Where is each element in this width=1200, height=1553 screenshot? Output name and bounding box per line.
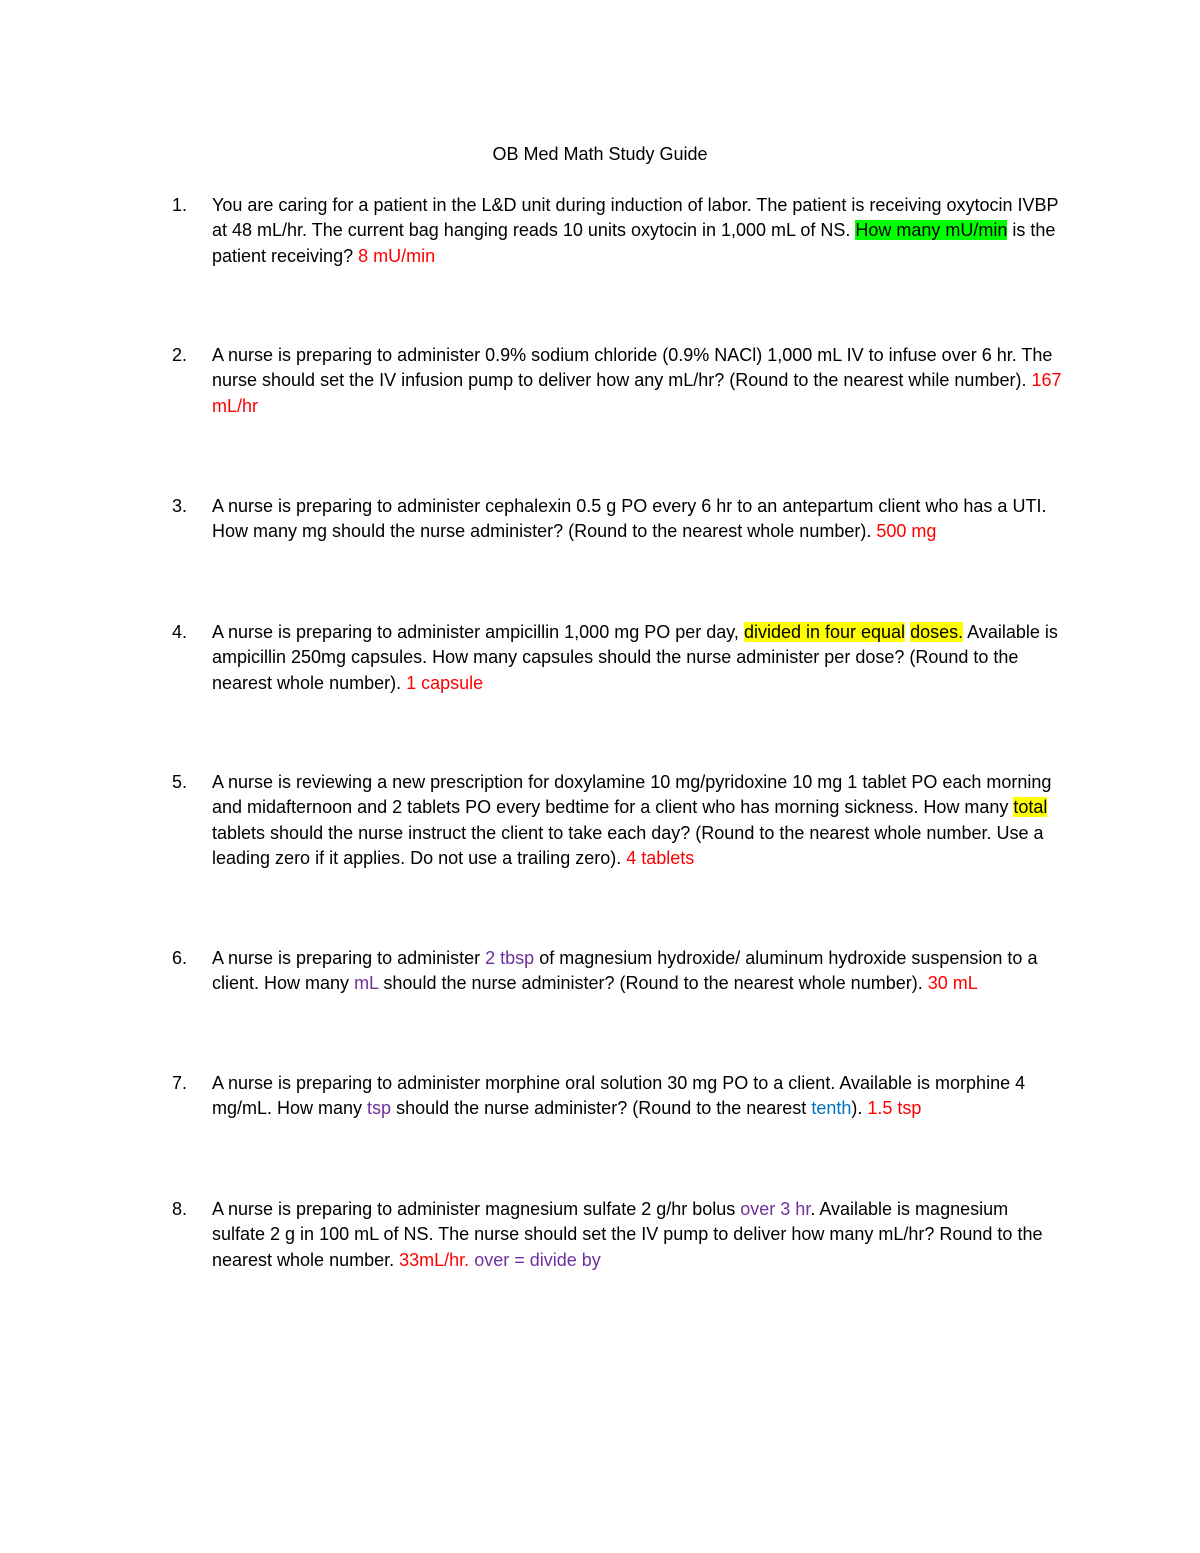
answer-text: 30 mL	[927, 973, 978, 994]
question-number: 7.	[172, 1073, 188, 1093]
answer-text: 1.5 tsp	[867, 1098, 922, 1119]
question-segment: of magnesium hydroxide/ aluminum hydroxide suspension to a client. How many	[212, 948, 1038, 994]
question-segment: ).	[851, 1098, 868, 1119]
question-4	[172, 620, 1072, 696]
highlighted-phrase: divided in four equal	[743, 622, 906, 642]
answer-text: 500 mg	[876, 521, 937, 542]
question-segment: should the nurse administer? (Round to the nearest	[391, 1098, 812, 1119]
document-title: OB Med Math Study Guide	[492, 144, 708, 164]
question-text	[212, 1197, 1062, 1273]
hint-text: over = divide by	[474, 1249, 601, 1270]
question-text	[212, 770, 1062, 871]
question-text	[212, 1071, 1062, 1122]
question-1	[172, 193, 1072, 269]
question-segment: . Available is magnesium sulfate 2 g in 100 mL of NS. The nurse should set the IV pump to deliver how many mL/hr? Round to the nearest whole number.	[212, 1199, 1043, 1270]
question-text	[212, 620, 1062, 696]
question-segment: A nurse is preparing to administer ampicillin 1,000 mg PO per day,	[212, 622, 744, 642]
question-6	[172, 946, 1072, 997]
emphasized-unit: tsp	[367, 1098, 392, 1119]
emphasized-phrase: over 3 hr	[740, 1199, 811, 1219]
question-number: 2.	[172, 345, 188, 365]
question-8	[172, 1197, 1072, 1273]
question-number: 8.	[172, 1199, 188, 1219]
question-text	[212, 193, 1062, 269]
question-text	[212, 494, 1062, 545]
question-segment: A nurse is reviewing a new prescription for doxylamine 10 mg/pyridoxine 10 mg 1 tablet PO each morning and midafternoon and 2 tablets PO every bedtime for a client who has morning sickness. How many	[212, 772, 1052, 818]
question-2	[172, 343, 1072, 419]
question-segment: A nurse is preparing to administer	[212, 948, 486, 968]
emphasized-unit: mL	[354, 973, 379, 994]
question-text	[212, 946, 1062, 997]
question-segment: You are caring for a patient in the L&D unit during induction of labor. The patient is receiving oxytocin IVBP at 48 mL/hr. The current bag hanging reads 10 units oxytocin in 1,000 mL of NS.	[212, 195, 1059, 241]
question-number: 1.	[172, 195, 188, 215]
question-segment: A nurse is preparing to administer cephalexin 0.5 g PO every 6 hr to an antepartum client who has a UTI. How many mg should the nurse administer? (Round to the nearest whole number).	[212, 496, 1047, 542]
answer-text: 167 mL/hr	[212, 370, 1062, 416]
question-5	[172, 770, 1072, 871]
question-segment: is the patient receiving?	[212, 220, 1056, 266]
highlighted-phrase: How many mU/min	[855, 220, 1008, 241]
question-segment: should the nurse administer? (Round to the nearest whole number).	[378, 973, 928, 994]
highlighted-phrase: total	[1013, 797, 1048, 818]
question-segment: tablets should the nurse instruct the client to take each day? (Round to the nearest whole number. Use a leading zero if it applies. Do not use a trailing zero).	[212, 822, 1044, 868]
question-3	[172, 494, 1072, 545]
question-text	[212, 343, 1062, 419]
question-number: 5.	[172, 772, 188, 792]
emphasized-unit: 2 tbsp	[485, 948, 535, 968]
question-segment: A nurse is preparing to administer magnesium sulfate 2 g/hr bolus	[212, 1199, 741, 1219]
question-number: 4.	[172, 622, 188, 642]
question-segment: A nurse is preparing to administer 0.9% sodium chloride (0.9% NACl) 1,000 mL IV to infuse over 6 hr. The nurse should set the IV infusion pump to deliver how any mL/hr? (Round to the nearest while number).	[212, 345, 1053, 391]
answer-text: 1 capsule	[406, 672, 484, 693]
answer-text: 8 mU/min	[358, 245, 436, 266]
question-number: 3.	[172, 496, 188, 516]
question-number: 6.	[172, 948, 188, 968]
highlighted-phrase: doses.	[910, 622, 964, 642]
question-7	[172, 1071, 1072, 1122]
emphasized-word: tenth	[811, 1098, 852, 1119]
answer-text: 33mL/hr.	[399, 1249, 470, 1270]
answer-text: 4 tablets	[626, 847, 695, 868]
question-segment: Available is ampicillin 250mg capsules. How many capsules should the nurse administer per dose? (Round to the nearest whole number).	[212, 622, 1058, 693]
question-segment: A nurse is preparing to administer morphine oral solution 30 mg PO to a client. Available is morphine 4 mg/mL. How many	[212, 1073, 1026, 1119]
